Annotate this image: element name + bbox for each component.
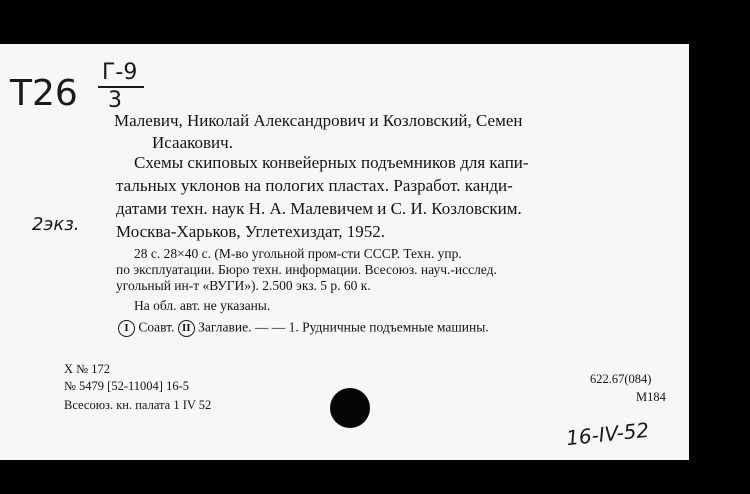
footer-line-3: Всесоюз. кн. палата 1 IV 52 xyxy=(64,398,212,412)
call-fraction-top: Г-9 xyxy=(102,60,138,85)
handwritten-copies: 2экз. xyxy=(32,214,80,235)
catalog-card xyxy=(0,44,689,460)
call-fraction-bottom: 3 xyxy=(108,88,122,113)
title-line-1: Схемы скиповых конвейерных подъемников для капи- xyxy=(134,153,529,172)
footer-line-1: X № 172 xyxy=(64,362,110,376)
handwritten-date: 16-IV-52 xyxy=(564,417,651,451)
imprint-line: Москва-Харьков, Углетехиздат, 1952. xyxy=(116,222,386,241)
title-line-2: тальных уклонов на пологих пластах. Разработ. канди- xyxy=(116,176,513,195)
tracing-coauthor: Соавт. xyxy=(138,319,175,335)
roman-two-mark: II xyxy=(178,320,195,337)
tracing-subject: Заглавие. — — 1. Рудничные подъемные машины. xyxy=(198,319,489,335)
tracings-line xyxy=(118,320,489,337)
author-line: Малевич, Николай Александрович и Козловский, Семен xyxy=(114,111,523,130)
udc-code: 622.67(084) xyxy=(590,372,652,386)
physical-description-2: по эксплуатации. Бюро техн. информации. Всесоюз. науч.-исслед. xyxy=(116,262,497,277)
punch-hole xyxy=(330,388,370,428)
author-line-continued: Исаакович. xyxy=(152,133,233,152)
physical-description-3: угольный ин-т «ВУГИ»). 2.500 экз. 5 р. 60 к. xyxy=(116,278,371,293)
title-line-3: датами техн. наук Н. А. Малевичем и С. И. Козловским. xyxy=(116,199,522,218)
footer-line-2: № 5479 [52-11004] 16-5 xyxy=(64,379,189,393)
roman-one-mark: I xyxy=(118,320,135,337)
note-line: На обл. авт. не указаны. xyxy=(134,298,271,313)
call-number: Т26 xyxy=(10,73,78,114)
physical-description-1: 28 с. 28×40 с. (М-во угольной пром-сти СССР. Техн. упр. xyxy=(134,246,462,261)
author-mark: М184 xyxy=(636,390,666,404)
